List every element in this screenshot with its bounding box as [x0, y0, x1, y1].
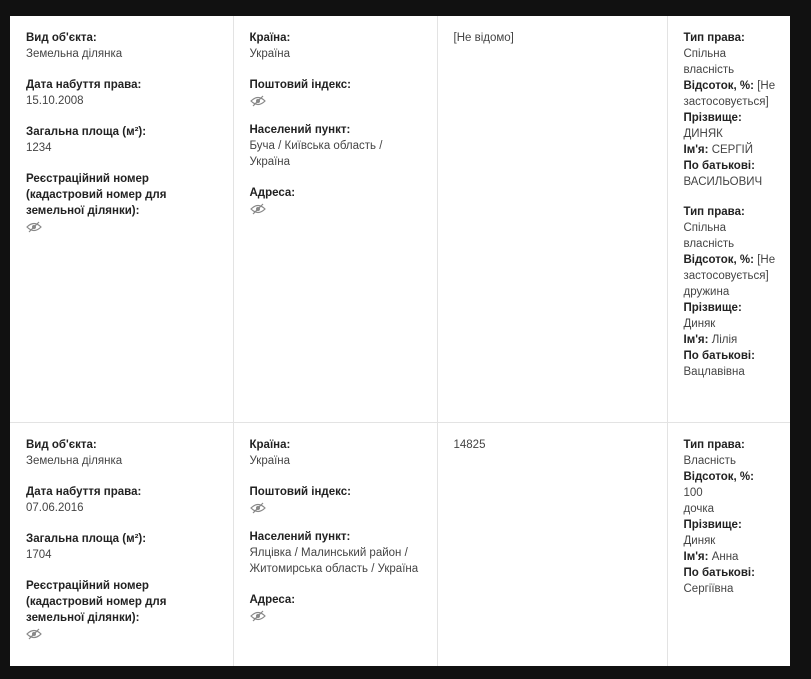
share-value: [Не застосовується]	[683, 80, 776, 108]
right-type-value: Спільна власність	[683, 48, 735, 76]
address-label: Адреса:	[249, 594, 296, 606]
relation-value: дочка	[683, 503, 715, 515]
object-type-label: Вид об'єкта:	[26, 439, 97, 451]
owners-cell	[667, 16, 790, 423]
total-area-value: 1704	[26, 549, 52, 561]
eye-slash-icon	[26, 628, 42, 640]
table-row	[10, 423, 790, 667]
eye-slash-icon	[250, 610, 266, 622]
name-label: Ім'я:	[683, 334, 709, 346]
relation-value: дружина	[683, 286, 730, 298]
total-area-label: Загальна площа (м²):	[26, 126, 147, 138]
cost-cell	[437, 16, 667, 423]
surname-label: Прізвище:	[683, 112, 742, 124]
name-label: Ім'я:	[683, 551, 709, 563]
share-value: 100	[683, 487, 703, 499]
cost-value: [Не відомо]	[453, 32, 514, 44]
surname-value: Диняк	[683, 535, 716, 547]
patronymic-value: Вацлавівна	[683, 366, 745, 378]
settlement-value: Ялцівка / Малинський район / Житомирська область / Україна	[249, 547, 419, 575]
right-type-value: Власність	[683, 455, 736, 467]
share-label: Відсоток, %:	[683, 471, 754, 483]
name-value: СЕРГІЙ	[711, 144, 754, 156]
right-type-value: Спільна власність	[683, 222, 735, 250]
right-type-label: Тип права:	[683, 32, 745, 44]
owner-block	[684, 204, 779, 380]
name-value: Анна	[711, 551, 739, 563]
surname-label: Прізвище:	[683, 302, 742, 314]
name-label: Ім'я:	[683, 144, 709, 156]
location-cell	[233, 16, 437, 423]
object-type-value: Земельна ділянка	[26, 48, 123, 60]
owner-block	[684, 437, 779, 597]
assets-table-sheet	[10, 16, 790, 666]
land-plots-table	[10, 16, 790, 666]
country-value: Україна	[249, 48, 291, 60]
object-info-cell	[10, 16, 233, 423]
share-label: Відсоток, %:	[683, 80, 754, 92]
total-area-value: 1234	[26, 142, 52, 154]
country-value: Україна	[249, 455, 291, 467]
registration-number-label: Реєстраційний номер (кадастровий номер для земельної ділянки):	[26, 173, 167, 217]
right-type-label: Тип права:	[683, 439, 745, 451]
acquisition-date-label: Дата набуття права:	[26, 79, 142, 91]
patronymic-label: По батькові:	[683, 160, 755, 172]
surname-value: ДИНЯК	[683, 128, 723, 140]
eye-slash-icon	[250, 95, 266, 107]
share-label: Відсоток, %:	[683, 254, 754, 266]
address-label: Адреса:	[249, 187, 296, 199]
eye-slash-icon	[250, 203, 266, 215]
patronymic-label: По батькові:	[683, 567, 755, 579]
acquisition-date-label: Дата набуття права:	[26, 486, 142, 498]
patronymic-label: По батькові:	[683, 350, 755, 362]
patronymic-value: Сергіївна	[683, 583, 734, 595]
surname-value: Диняк	[683, 318, 716, 330]
acquisition-date-value: 07.06.2016	[26, 502, 84, 514]
object-type-value: Земельна ділянка	[26, 455, 123, 467]
registration-number-label: Реєстраційний номер (кадастровий номер для земельної ділянки):	[26, 580, 167, 624]
postal-code-label: Поштовий індекс:	[249, 79, 351, 91]
table-row	[10, 16, 790, 423]
acquisition-date-value: 15.10.2008	[26, 95, 84, 107]
owners-cell	[667, 423, 790, 667]
owner-block	[684, 30, 779, 190]
patronymic-value: ВАСИЛЬОВИЧ	[683, 176, 763, 188]
object-info-cell	[10, 423, 233, 667]
name-value: Лілія	[711, 334, 738, 346]
object-type-label: Вид об'єкта:	[26, 32, 97, 44]
total-area-label: Загальна площа (м²):	[26, 533, 147, 545]
share-value: [Не застосовується]	[683, 254, 776, 282]
cost-cell	[437, 423, 667, 667]
cost-value: 14825	[453, 439, 486, 451]
settlement-label: Населений пункт:	[249, 124, 351, 136]
country-label: Країна:	[249, 32, 291, 44]
postal-code-label: Поштовий індекс:	[249, 486, 351, 498]
country-label: Країна:	[249, 439, 291, 451]
eye-slash-icon	[26, 221, 42, 233]
settlement-value: Буча / Київська область / Україна	[249, 140, 383, 168]
right-type-label: Тип права:	[683, 206, 745, 218]
surname-label: Прізвище:	[683, 519, 742, 531]
eye-slash-icon	[250, 502, 266, 514]
settlement-label: Населений пункт:	[249, 531, 351, 543]
location-cell	[233, 423, 437, 667]
